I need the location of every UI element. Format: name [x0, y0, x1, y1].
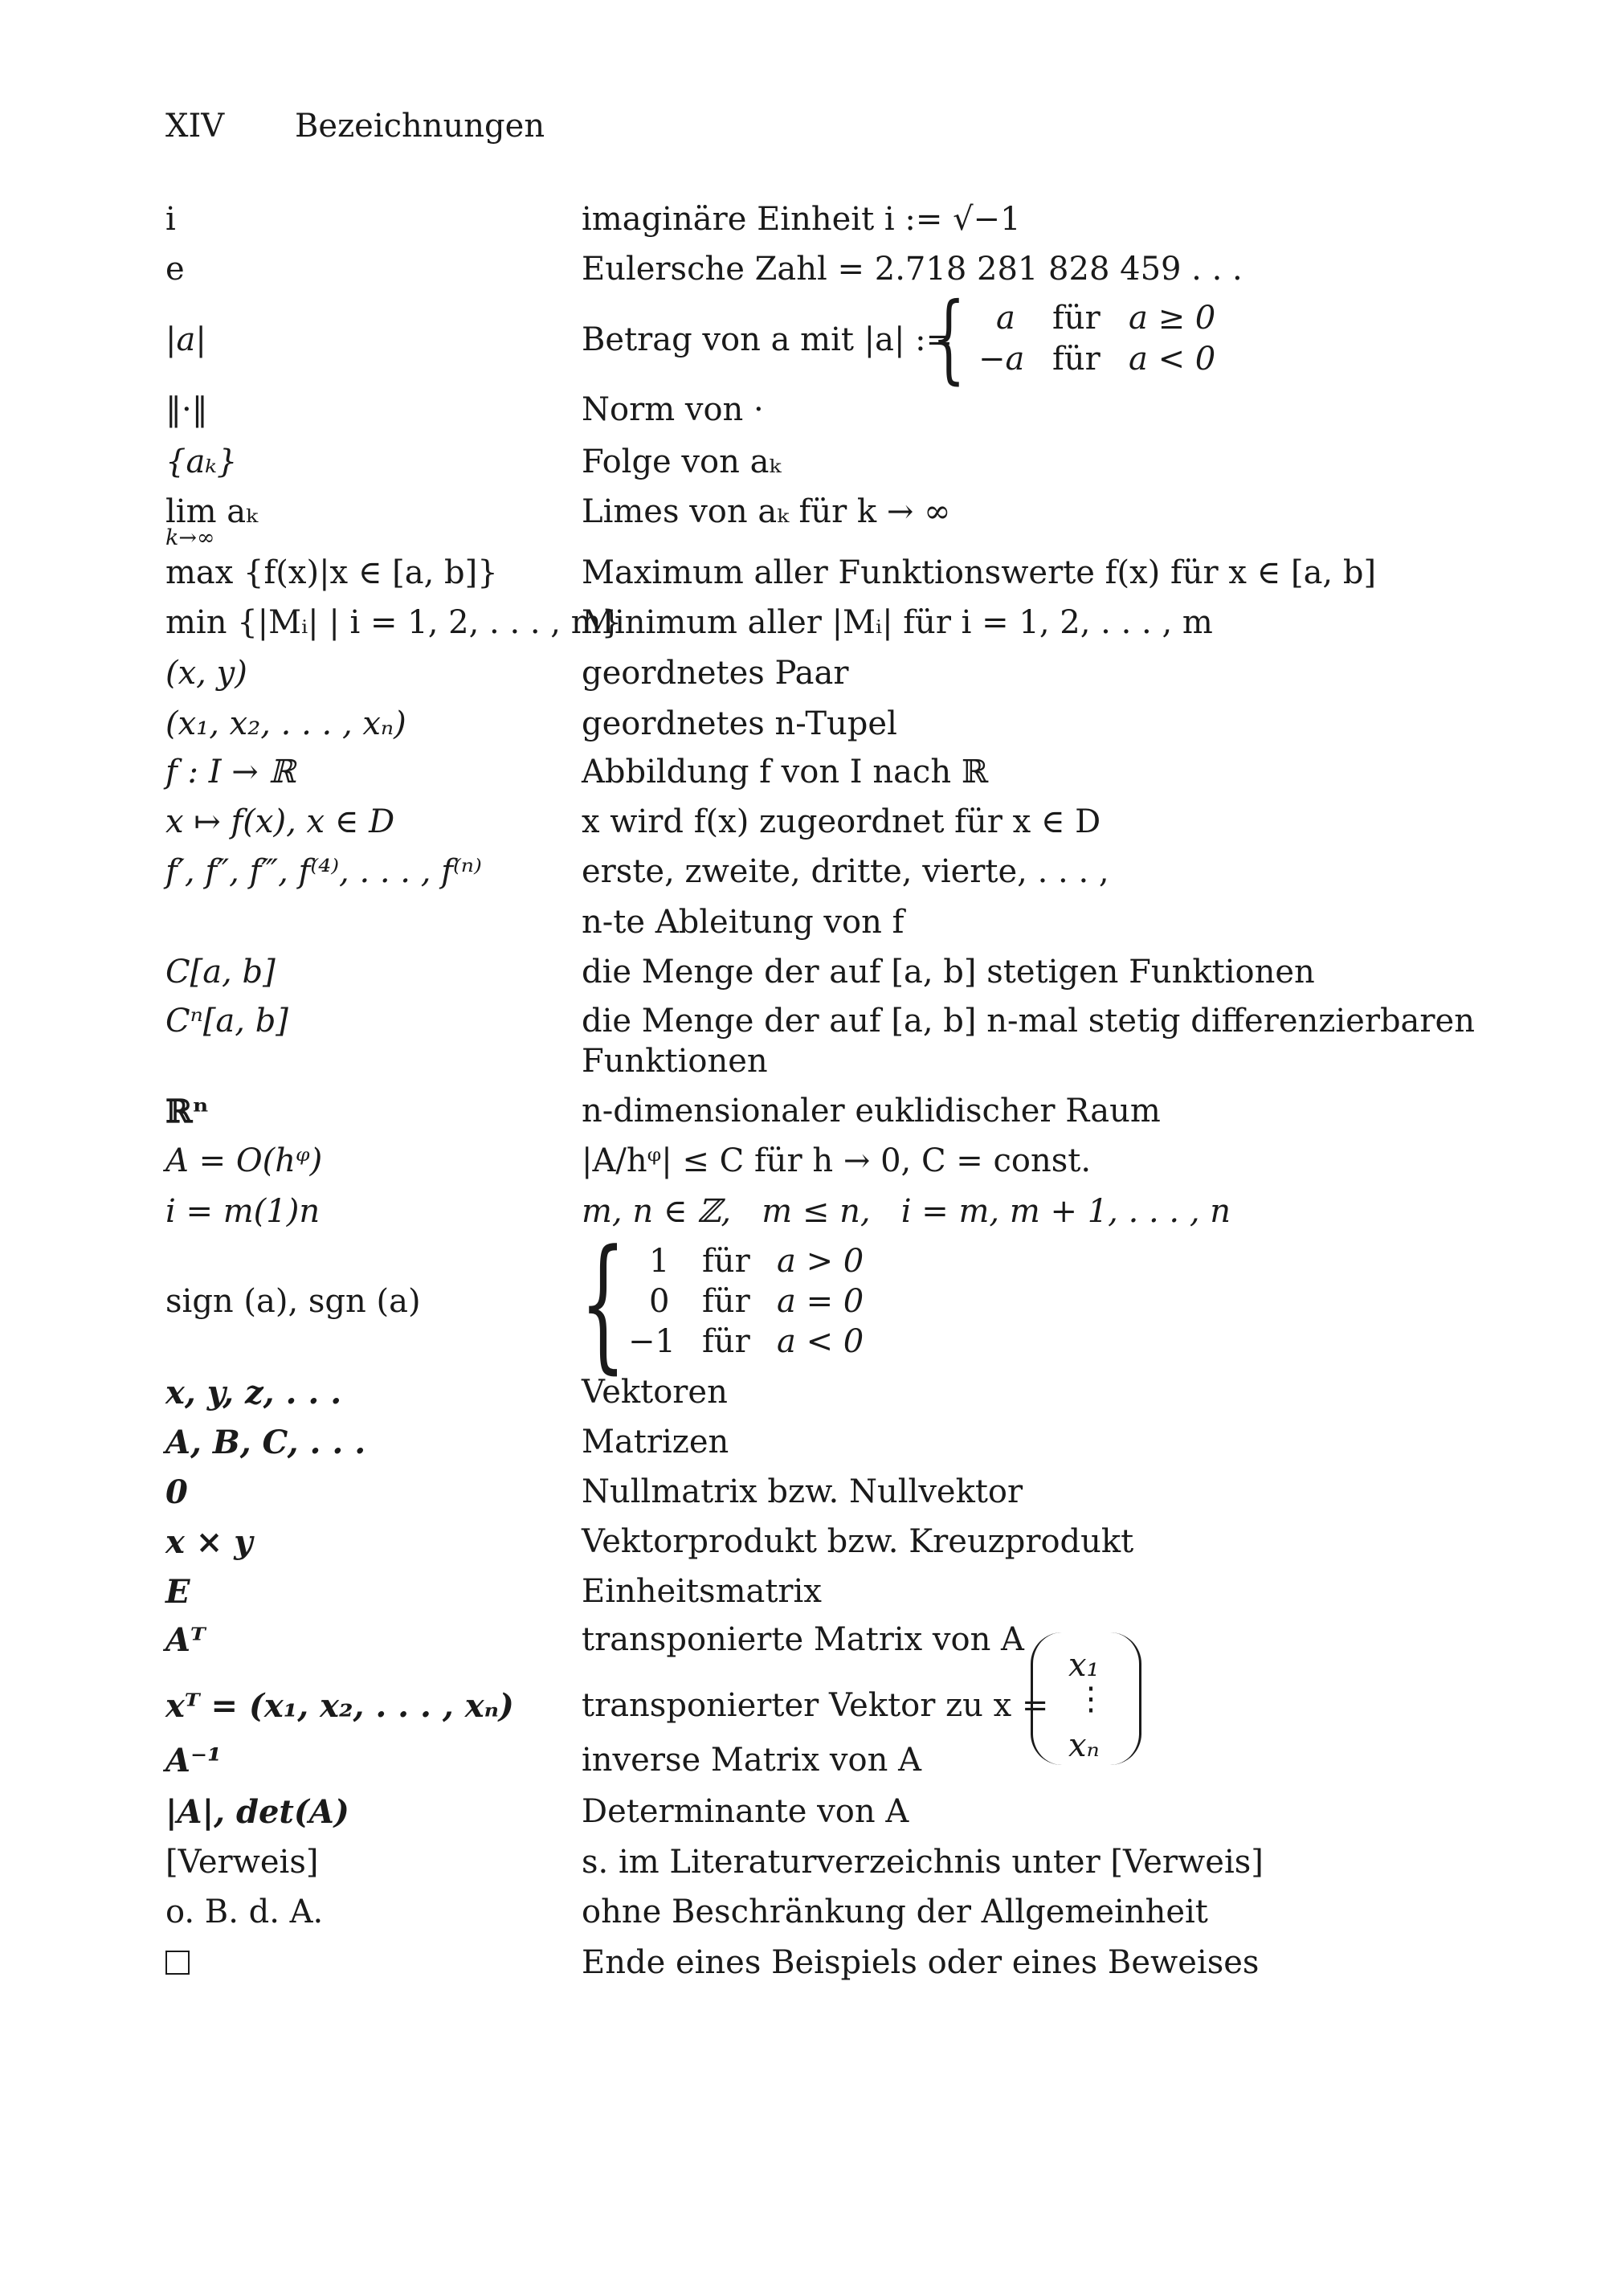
- symbol-mapping: f : I → ℝ: [165, 754, 296, 791]
- symbol-imaginary-unit: i: [165, 201, 176, 238]
- symbol-matrices: A, B, C, . . .: [165, 1424, 366, 1461]
- column-vector-top: x₁: [1068, 1647, 1100, 1684]
- desc-differentiable-line2: Funktionen: [582, 1043, 768, 1080]
- desc-absolute-value: Betrag von a mit |a| :=: [582, 321, 954, 358]
- desc-euler: Eulersche Zahl = 2.718 281 828 459 . . .: [582, 251, 1243, 288]
- symbol-limit: lim aₖ: [165, 493, 258, 530]
- symbol-absolute-value: |a|: [165, 321, 206, 358]
- qed-box-icon: [165, 1944, 190, 1981]
- desc-vectors: Vektoren: [582, 1374, 728, 1411]
- symbol-continuous: C[a, b]: [165, 954, 276, 991]
- brace-abs: {: [932, 283, 966, 394]
- desc-limit: Limes von aₖ für k → ∞: [582, 493, 951, 530]
- symbol-pair: (x, y): [165, 655, 247, 692]
- desc-matrices: Matrizen: [582, 1424, 729, 1461]
- page-number: XIV: [165, 108, 225, 145]
- desc-inverse: inverse Matrix von A: [582, 1742, 921, 1779]
- desc-determinant: Determinante von A: [582, 1793, 909, 1830]
- abs-case2-fuer: für: [1052, 341, 1101, 378]
- brace-sign: {: [580, 1219, 627, 1387]
- symbol-transposed-vector: xᵀ = (x₁, x₂, . . . , xₙ): [165, 1687, 514, 1725]
- symbol-tuple: (x₁, x₂, . . . , xₙ): [165, 705, 406, 742]
- desc-big-o: |A/hᵠ| ≤ C für h → 0, C = const.: [582, 1142, 1092, 1179]
- symbol-identity: E: [165, 1573, 190, 1611]
- desc-transposed-matrix: transponierte Matrix von A: [582, 1621, 1024, 1658]
- sign-case3-cond: a < 0: [777, 1323, 864, 1360]
- symbol-euclidean-space: ℝⁿ: [165, 1093, 210, 1130]
- desc-imaginary-unit: imaginäre Einheit i := √−1: [582, 201, 1021, 238]
- symbol-sign: sign (a), sgn (a): [165, 1283, 421, 1320]
- abs-case1-cond: a ≥ 0: [1129, 300, 1216, 337]
- symbol-min: min {|Mᵢ| | i = 1, 2, . . . , m}: [165, 604, 623, 641]
- symbol-index-range: i = m(1)n: [165, 1193, 321, 1230]
- desc-tuple: geordnetes n-Tupel: [582, 705, 897, 742]
- symbol-vectors: x, y, z, . . .: [165, 1374, 342, 1412]
- symbol-cross-product: x × y: [165, 1523, 253, 1561]
- desc-cross-product: Vektorprodukt bzw. Kreuzprodukt: [582, 1523, 1134, 1560]
- desc-min: Minimum aller |Mᵢ| für i = 1, 2, . . . , m: [582, 604, 1213, 641]
- desc-euclidean-space: n-dimensionaler euklidischer Raum: [582, 1093, 1161, 1130]
- sign-case2-cond: a = 0: [777, 1283, 864, 1320]
- sign-case1-value: 1: [649, 1243, 670, 1280]
- desc-norm: Norm von ·: [582, 391, 764, 428]
- symbol-zero: 0: [165, 1473, 188, 1511]
- abs-case2-value: −a: [978, 341, 1025, 378]
- column-vector-left-paren: [1031, 1632, 1062, 1765]
- column-vector-dots: ⋮: [1075, 1681, 1107, 1718]
- desc-index-range: m, n ∈ ℤ, m ≤ n, i = m, m + 1, . . . , n: [582, 1193, 1231, 1230]
- desc-reference: s. im Literaturverzeichnis unter [Verweis]: [582, 1844, 1264, 1881]
- desc-derivatives-line1: erste, zweite, dritte, vierte, . . . ,: [582, 853, 1109, 890]
- desc-differentiable-line1: die Menge der auf [a, b] n-mal stetig differenzierbaren: [582, 1003, 1475, 1040]
- column-vector-bottom: xₙ: [1068, 1727, 1100, 1764]
- desc-sequence: Folge von aₖ: [582, 443, 782, 480]
- symbol-sequence: {aₖ}: [165, 443, 238, 480]
- sign-case2-value: 0: [649, 1283, 670, 1320]
- desc-obda: ohne Beschränkung der Allgemeinheit: [582, 1894, 1208, 1930]
- desc-max: Maximum aller Funktionswerte f(x) für x ∈ [a, b]: [582, 554, 1377, 591]
- desc-assignment: x wird f(x) zugeordnet für x ∈ D: [582, 803, 1101, 840]
- symbol-limit-sub: k→∞: [165, 525, 215, 550]
- desc-identity: Einheitsmatrix: [582, 1573, 822, 1610]
- symbol-transposed-matrix: Aᵀ: [165, 1621, 206, 1659]
- abs-case1-fuer: für: [1052, 300, 1101, 337]
- symbol-euler: e: [165, 251, 185, 288]
- symbol-inverse: A⁻¹: [165, 1742, 222, 1779]
- desc-zero: Nullmatrix bzw. Nullvektor: [582, 1473, 1023, 1510]
- sign-case1-cond: a > 0: [777, 1243, 864, 1280]
- symbol-differentiable: Cⁿ[a, b]: [165, 1003, 288, 1040]
- sign-case3-fuer: für: [702, 1323, 750, 1360]
- sign-case1-fuer: für: [702, 1243, 750, 1280]
- symbol-reference: [Verweis]: [165, 1844, 319, 1881]
- column-vector-right-paren: [1110, 1632, 1141, 1765]
- symbol-obda: o. B. d. A.: [165, 1894, 324, 1930]
- page-title: Bezeichnungen: [295, 108, 545, 145]
- symbol-assignment: x ↦ f(x), x ∈ D: [165, 803, 395, 840]
- symbol-norm: ‖·‖: [165, 391, 208, 428]
- desc-continuous: die Menge der auf [a, b] stetigen Funktionen: [582, 954, 1315, 991]
- desc-derivatives-line2: n-te Ableitung von f: [582, 904, 905, 941]
- symbol-derivatives: f′, f″, f‴, f⁽⁴⁾, . . . , f⁽ⁿ⁾: [165, 853, 482, 890]
- symbol-max: max {f(x)|x ∈ [a, b]}: [165, 554, 498, 591]
- abs-case1-value: a: [996, 300, 1015, 337]
- symbol-big-o: A = O(hᵠ): [165, 1142, 323, 1179]
- desc-mapping: Abbildung f von I nach ℝ: [582, 754, 989, 791]
- sign-case3-value: −1: [628, 1323, 676, 1360]
- abs-case2-cond: a < 0: [1129, 341, 1216, 378]
- sign-case2-fuer: für: [702, 1283, 750, 1320]
- symbol-determinant: |A|, det(A): [165, 1793, 349, 1831]
- desc-transposed-vector: transponierter Vektor zu x =: [582, 1687, 1049, 1724]
- desc-pair: geordnetes Paar: [582, 655, 849, 692]
- desc-qed: Ende eines Beispiels oder eines Beweises: [582, 1944, 1260, 1981]
